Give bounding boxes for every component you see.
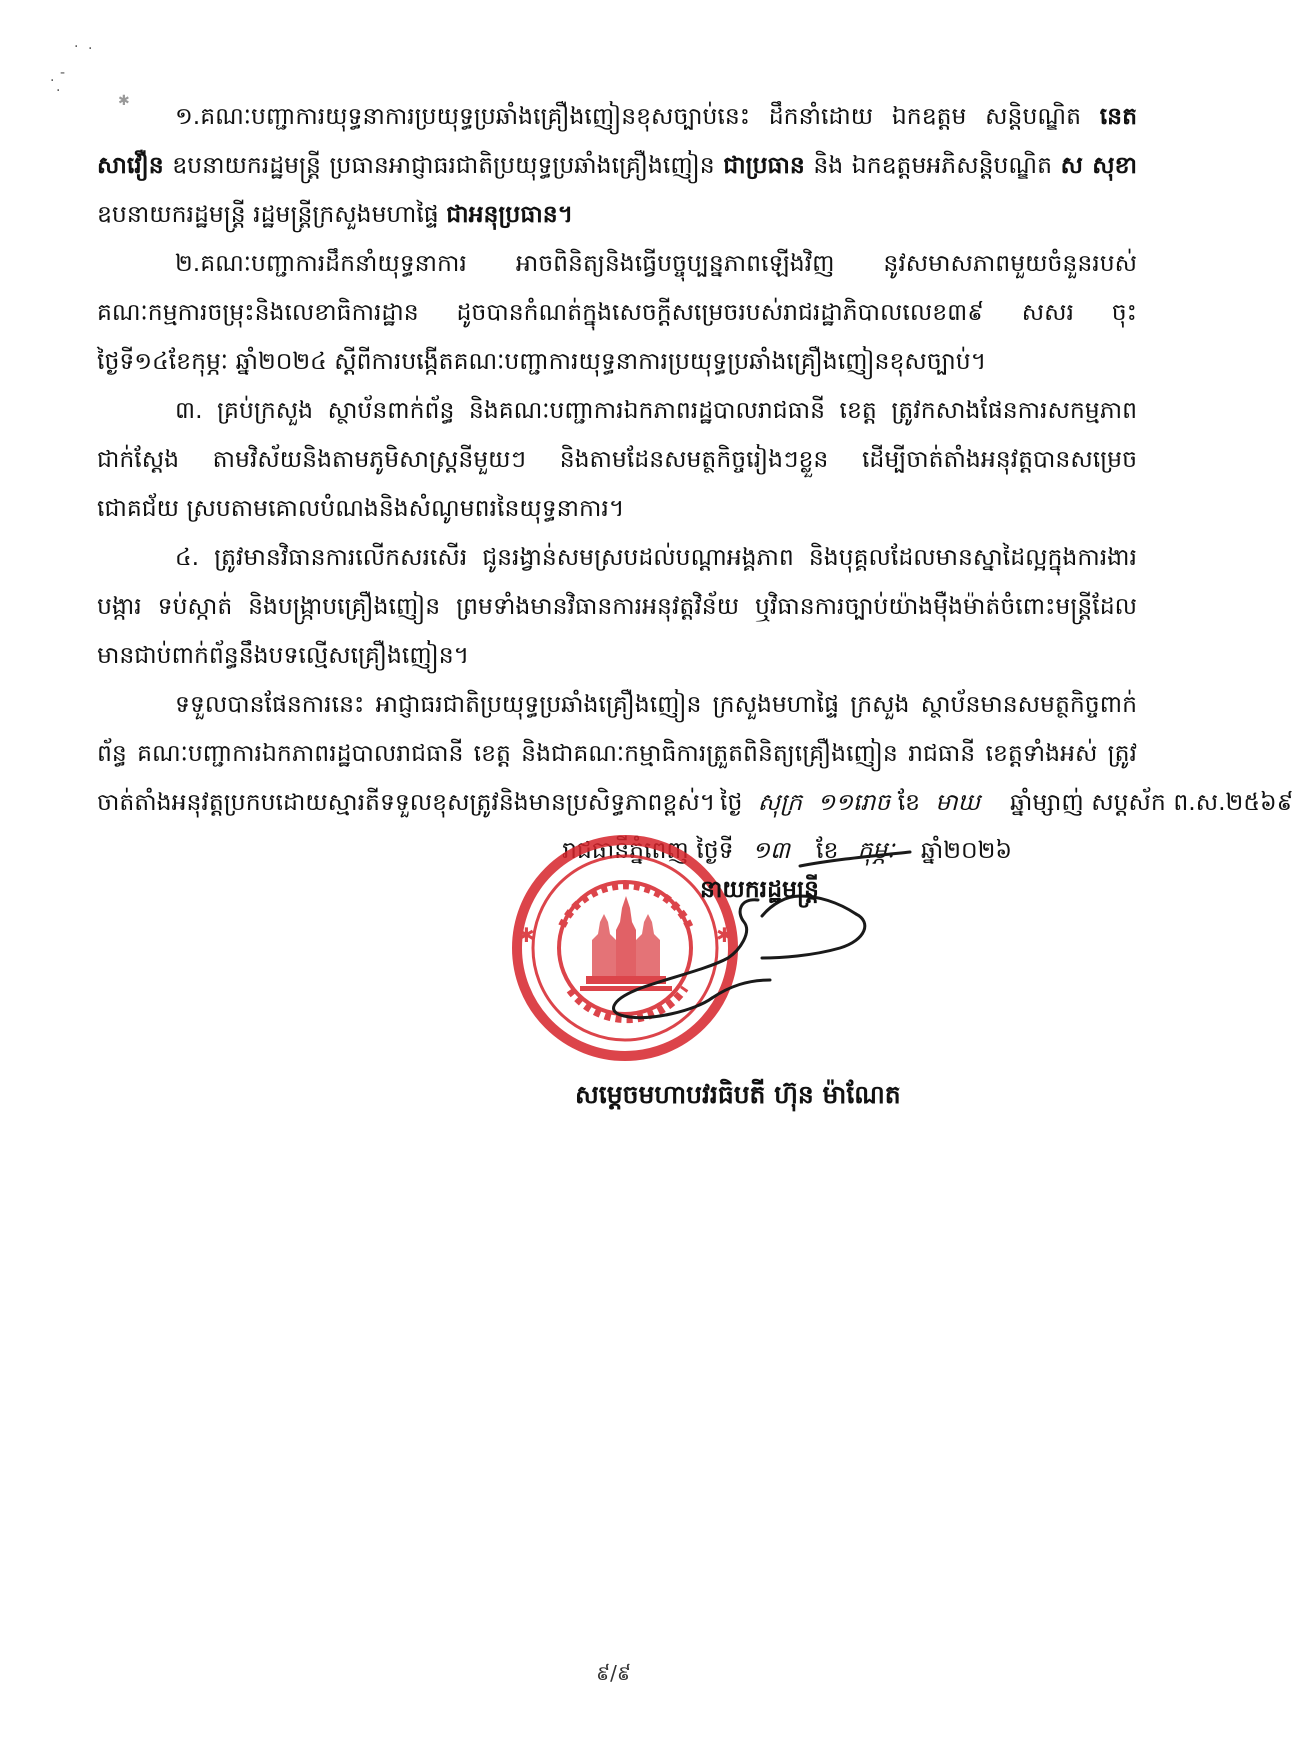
paragraph-4 bbox=[97, 533, 1137, 680]
seal-stamp bbox=[517, 840, 733, 1056]
lunar-date: ១១រោច bbox=[817, 788, 891, 816]
place-prefix: រាជធានីភ្នំពេញ ថ្ងៃទី bbox=[562, 836, 734, 864]
paragraph-2 bbox=[97, 239, 1137, 386]
lunar-month: មាឃ bbox=[935, 788, 980, 816]
text-segment: ឧបនាយករដ្ឋមន្ត្រី រដ្ឋមន្ត្រីក្រសួងមហាផ្ទៃ bbox=[97, 200, 447, 228]
lunar-year: ឆ្នាំម្សាញ់ សប្តស័ក ព.ស.២៥៦៩ bbox=[1010, 788, 1293, 816]
lunar-date-line bbox=[720, 780, 1293, 824]
text-segment: ឧបនាយករដ្ឋមន្ត្រី ប្រធានអាជ្ញាធរជាតិប្រយុទ្ធប្រឆាំងគ្រឿងញៀន bbox=[163, 151, 724, 179]
signer-name: សម្តេចមហាបវរធិបតី ហ៊ុន ម៉ាណែត bbox=[575, 1080, 901, 1109]
text-segment: ១.គណៈបញ្ជាការយុទ្ធនាការប្រយុទ្ធប្រឆាំងគ្រឿងញៀនខុសច្បាប់នេះ ដឹកនាំដោយ ឯកឧត្តម សន្តិបណ្ឌិត bbox=[175, 102, 1100, 130]
paragraph-1 bbox=[97, 92, 1137, 239]
document-body bbox=[97, 92, 1137, 827]
date-year: ឆ្នាំ២០២៦ bbox=[920, 836, 1013, 864]
bold-text-segment: នេត សាវឿន bbox=[97, 102, 1137, 179]
date-month: កុម្ភៈ bbox=[857, 836, 895, 864]
signer-title: នាយករដ្ឋមន្ត្រី bbox=[700, 875, 819, 903]
document-page: · · - · · ✱ ១.គណៈបញ្ជាការយុទ្ធនាការប្រយុទ្ធប្រឆាំងគ្រឿងញៀនខុសច្បាប់នេះ ដឹកនាំដោយ ឯកឧត្តម សន្តិបណ្ឌិត នេត សាវឿន ឧបនាយករដ្ឋមន្ត្រី ប្រធានអាជ្ញាធរជាតិប្រយុទ្ធប្រឆាំងគ្រឿងញៀន ជាប្រធាន និង ឯកឧត្តមអភិសន្តិបណ្ឌិត ស សុខា ឧបនាយករដ្ឋមន្ត្រី រដ្ឋមន្ត្រីក្រសួងមហាផ្ទៃ ជាអនុប្រធាន។ ២.គណៈបញ្ជាការដឹកនាំយុទ្ធនាការ អាចពិនិត្យនិងធ្វើបច្ចុប្បន្នភាពឡើងវិញ នូវសមាសភាពមួយចំនួនរបស់គណៈកម្មការចម្រុះនិងលេខាធិការដ្ឋាន ដូចបានកំណត់ក្នុងសេចក្តីសម្រេចរបស់រាជរដ្ឋាភិបាលលេខ៣៩ សសរ ចុះថ្ងៃទី១៤ខែកុម្ភៈ ឆ្នាំ២០២៤ ស្តីពីការបង្កើតគណៈបញ្ជាការយុទ្ធនាការប្រយុទ្ធប្រឆាំងគ្រឿងញៀនខុសច្បាប់។ ៣. គ្រប់ក្រសួង ស្ថាប័នពាក់ព័ន្ធ និងគណៈបញ្ជាការឯកភាពរដ្ឋបាលរាជធានី ខេត្ត ត្រូវកសាងផែនការសកម្មភាពជាក់ស្តែង តាមវិស័យនិងតាមភូមិសាស្ត្រនីមួយៗ និងតាមដែនសមត្ថកិច្ចរៀងៗខ្លួន ដើម្បីចាត់តាំងអនុវត្តបានសម្រេចជោគជ័យ ស្របតាមគោលបំណងនិងសំណូមពរនៃយុទ្ធនាការ។ ៤. ត្រូវមានវិធានការលើកសរសើរ ជូនរង្វាន់សមស្របដល់បណ្តាអង្គភាព និងបុគ្គលដែលមានស្នាដៃល្អក្នុងការងារបង្ការ ទប់ស្កាត់ និងបង្ក្រាបគ្រឿងញៀន ព្រមទាំងមានវិធានការអនុវត្តវិន័យ ឬវិធានការច្បាប់យ៉ាងម៉ឺងម៉ាត់ចំពោះមន្ត្រីដែលមានជាប់ពាក់ព័ន្ធនឹងបទល្មើសគ្រឿងញៀន។ ទទួលបានផែនការនេះ អាជ្ញាធរជាតិប្រយុទ្ធប្រឆាំងគ្រឿងញៀន ក្រសួងមហាផ្ទៃ ក្រសួង ស្ថាប័នមានសមត្ថកិច្ចពាក់ព័ន្ធ គណៈបញ្ជាការឯកភាពរដ្ឋបាលរាជធានី ខេត្ត និងជាគណៈកម្មាធិការត្រួតពិនិត្យគ្រឿងញៀន រាជធានី ខេត្តទាំងអស់ ត្រូវចាត់តាំងអនុវត្តប្រកបដោយស្មារតីទទួលខុសត្រូវនិងមានប្រសិទ្ធភាពខ្ពស់។ ថ្ងៃ សុក្រ ១១រោច ខែ មាឃ ឆ្នាំម្សាញ់ សប្តស័ក ព.ស.២៥៦៩ រាជធានីភ្នំពេញ ថ្ងៃទី ១៣ ខែ កុម្ភៈ ឆ្នាំ២០២៦ ✱ ✱ នាយករដ្ឋមន្ត្រី សម្តេចមហាបវរធិបតី ហ៊ុន ម៉ាណែត ៩/៩ bbox=[0, 0, 1242, 1755]
bold-text-segment: ស សុខា bbox=[1060, 151, 1138, 179]
lunar-day: សុក្រ bbox=[757, 788, 803, 816]
date-day: ១៣ bbox=[752, 836, 790, 864]
svg-text:✱: ✱ bbox=[518, 923, 535, 947]
paragraph-3 bbox=[97, 386, 1137, 533]
temple-emblem bbox=[580, 896, 672, 991]
text-segment: និង ឯកឧត្តមអភិសន្តិបណ្ឌិត bbox=[804, 151, 1061, 179]
lunar-month-prefix: ខែ bbox=[897, 788, 921, 816]
text-segment: ៣. គ្រប់ក្រសួង ស្ថាប័នពាក់ព័ន្ធ និងគណៈបញ្ជាការឯកភាពរដ្ឋបាលរាជធានី ខេត្ត ត្រូវកសាងផែនការសកម្មភាពជាក់ស្តែង តាមវិស័យនិងតាមភូមិសាស្ត្រនីមួយៗ និងតាមដែនសមត្ថកិច្ចរៀងៗខ្លួន ដើម្បីចាត់តាំងអនុវត្តបានសម្រេចជោគជ័យ ស្របតាមគោលបំណងនិងសំណូមពរនៃយុទ្ធនាការ។ bbox=[97, 396, 1137, 522]
text-segment: ទទួលបានផែនការនេះ អាជ្ញាធរជាតិប្រយុទ្ធប្រឆាំងគ្រឿងញៀន ក្រសួងមហាផ្ទៃ ក្រសួង ស្ថាប័នមានសមត្ថកិច្ចពាក់ព័ន្ធ គណៈបញ្ជាការឯកភាពរដ្ឋបាលរាជធានី ខេត្ត និងជាគណៈកម្មាធិការត្រួតពិនិត្យគ្រឿងញៀន រាជធានី ខេត្តទាំងអស់ ត្រូវចាត់តាំងអនុវត្តប្រកបដោយស្មារតីទទួលខុសត្រូវនិងមានប្រសិទ្ធភាពខ្ពស់។ bbox=[97, 690, 1137, 816]
page-number: ៩/៩ bbox=[596, 1661, 632, 1685]
bold-text-segment: ជាប្រធាន bbox=[723, 151, 805, 179]
text-segment: ៤. ត្រូវមានវិធានការលើកសរសើរ ជូនរង្វាន់សមស្របដល់បណ្តាអង្គភាព និងបុគ្គលដែលមានស្នាដៃល្អក្នុងការងារបង្ការ ទប់ស្កាត់ និងបង្ក្រាបគ្រឿងញៀន ព្រមទាំងមានវិធានការអនុវត្តវិន័យ ឬវិធានការច្បាប់យ៉ាងម៉ឺងម៉ាត់ចំពោះមន្ត្រីដែលមានជាប់ពាក់ព័ន្ធនឹងបទល្មើសគ្រឿងញៀន។ bbox=[97, 543, 1137, 669]
month-prefix: ខែ bbox=[816, 836, 839, 864]
svg-text:✱: ✱ bbox=[716, 923, 733, 947]
bold-text-segment: ជាអនុប្រធាន។ bbox=[446, 200, 574, 228]
text-segment: ២.គណៈបញ្ជាការដឹកនាំយុទ្ធនាការ អាចពិនិត្យនិងធ្វើបច្ចុប្បន្នភាពឡើងវិញ នូវសមាសភាពមួយចំនួនរបស់គណៈកម្មការចម្រុះនិងលេខាធិការដ្ឋាន ដូចបានកំណត់ក្នុងសេចក្តីសម្រេចរបស់រាជរដ្ឋាភិបាលលេខ៣៩ សសរ ចុះថ្ងៃទី១៤ខែកុម្ភៈ ឆ្នាំ២០២៤ ស្តីពីការបង្កើតគណៈបញ្ជាការយុទ្ធនាការប្រយុទ្ធប្រឆាំងគ្រឿងញៀនខុសច្បាប់។ bbox=[97, 249, 1137, 375]
lunar-prefix: ថ្ងៃ bbox=[720, 788, 743, 816]
